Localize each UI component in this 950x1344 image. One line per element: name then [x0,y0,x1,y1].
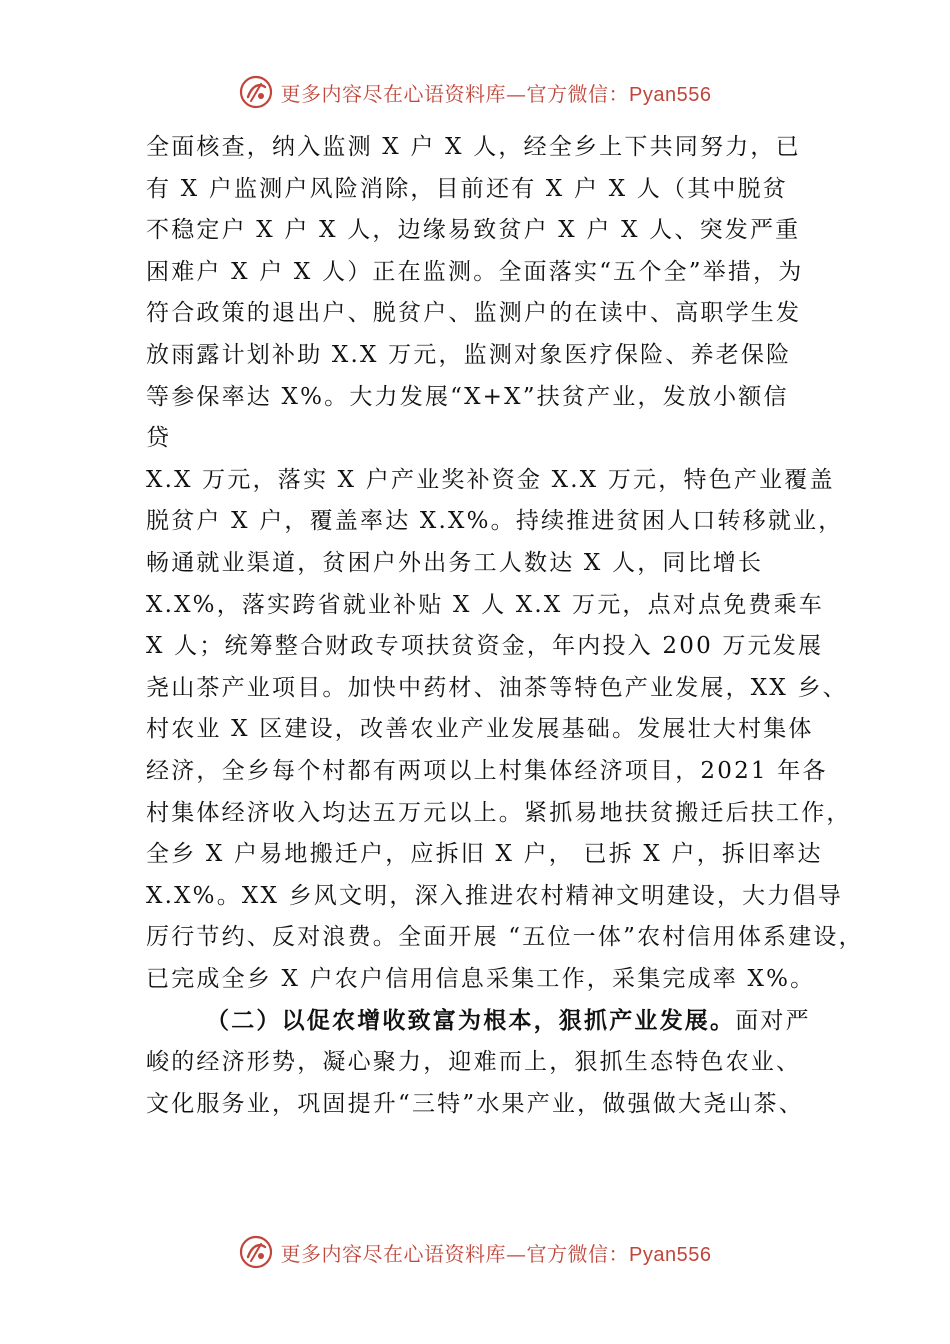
body-line: 厉行节约、反对浪费。全面开展 “五位一体”农村信用体系建设， [146,924,864,951]
watermark-logo-icon [239,75,273,109]
body-line: 符合政策的退出户、脱贫户、监测户的在读中、高职学生发 [146,300,802,327]
watermark-text: 更多内容尽在心语资料库—官方微信：Pyan556 [280,1241,712,1266]
body-line: 脱贫户 X 户，覆盖率达 X.X%。持续推进贫困人口转移就业， [146,508,844,535]
watermark-logo-icon [239,1235,273,1269]
body-line: 全乡 X 户易地搬迁户，应拆旧 X 户， 已拆 X 户，拆旧率达 [146,841,823,868]
watermark-handle: Pyan556 [629,1243,712,1266]
body-line: 全面核查，纳入监测 X 户 X 人，经全乡上下共同努力，已 [146,134,801,160]
body-line: X.X%。XX 乡风文明，深入推进农村精神文明建设，大力倡导 [146,882,843,909]
body-line: 已完成全乡 X 户农户信用信息采集工作，采集完成率 X%。 [146,965,816,992]
body-line: 不稳定户 X 户 X 人，边缘易致贫户 X 户 X 人、突发严重 [146,217,801,244]
section-line: 峻的经济形势，凝心聚力，迎难而上，狠抓生态特色农业、 [146,1049,802,1076]
body-line: 畅通就业渠道，贫困户外出务工人数达 X 人，同比增长 [146,549,764,576]
body-line: X 人；统筹整合财政专项扶贫资金，年内投入 200 万元发展 [146,633,824,660]
body-line: 经济，全乡每个村都有两项以上村集体经济项目，2021 年各 [146,757,828,784]
section-line: 文化服务业，巩固提升“三特”水果产业，做强做大尧山茶、 [146,1090,804,1117]
body-line: X.X 万元，落实 X 户产业奖补资金 X.X 万元，特色产业覆盖 [146,466,835,493]
body-line: 尧山茶产业项目。加快中药材、油茶等特色产业发展，XX 乡、 [146,674,848,701]
header-watermark [0,72,950,112]
section-heading-tail: 面对严 [735,1008,811,1035]
body-line: 村农业 X 区建设，改善农业产业发展基础。发展壮大村集体 [146,716,814,743]
body-line: 贷 [146,425,172,452]
body-line: 村集体经济收入均达五万元以上。紧抓易地扶贫搬迁后扶工作， [146,799,852,826]
footer-watermark [0,1232,950,1272]
document-body [146,127,864,1125]
body-line: 有 X 户监测户风险消除，目前还有 X 户 X 人（其中脱贫 [146,175,788,202]
watermark-handle: Pyan556 [629,83,712,106]
section-heading: （二）以促农增收致富为根本，狠抓产业发展。 [206,1007,736,1035]
body-line: 等参保率达 X%。大力发展“X+X”扶贫产业，发放小额信 [146,383,789,410]
watermark-text: 更多内容尽在心语资料库—官方微信：Pyan556 [280,81,712,106]
body-line: X.X%，落实跨省就业补贴 X 人 X.X 万元，点对点免费乘车 [146,591,824,618]
body-line: 放雨露计划补助 X.X 万元，监测对象医疗保险、养老保险 [146,341,792,368]
section-heading-line [146,1000,846,1042]
body-line: 困难户 X 户 X 人）正在监测。全面落实“五个全”举措，为 [146,258,804,285]
